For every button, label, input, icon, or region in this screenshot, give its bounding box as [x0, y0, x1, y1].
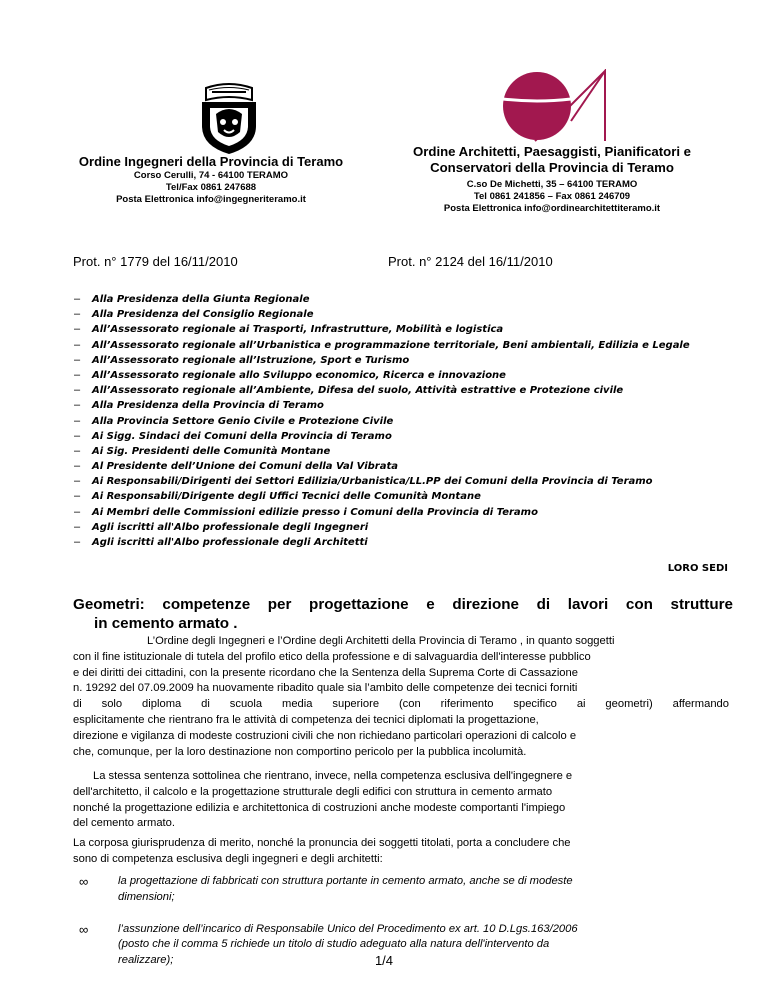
addressee-text: All’Assessorato regionale all’Urbanistica e programmazione territoriale, Beni ambientali, Edilizia e Legale	[92, 339, 690, 351]
addressee-item	[74, 368, 506, 383]
dash-marker-icon: –	[74, 338, 81, 351]
paragraph-line: nonché la progettazione edilizia e architettonica di costruzioni anche modeste comportanti l'impiego	[73, 801, 566, 814]
dash-marker-icon: –	[74, 490, 81, 503]
paragraph-line: e dei diritti dei cittadini, con la presente ricordano che la Sentenza della Suprema Corte di Cassazione	[73, 666, 578, 679]
dash-marker-icon: –	[74, 520, 81, 533]
dash-marker-icon: –	[74, 384, 81, 397]
paragraph-line: La stessa sentenza sottolinea che rientrano, invece, nella competenza esclusiva dell'ingegnere e	[93, 770, 573, 782]
subject-line-1: Geometri: competenze per progettazione e direzione di lavori con strutture	[73, 596, 733, 613]
addressee-text: Alla Presidenza del Consiglio Regionale	[92, 309, 314, 321]
addressee-item	[74, 322, 504, 337]
body-paragraph-2	[73, 769, 729, 832]
addressee-item	[74, 353, 410, 368]
addressee-text: All’Assessorato regionale ai Trasporti, Infrastrutture, Mobilità e logistica	[92, 324, 504, 336]
paragraph-line: L’Ordine degli Ingegneri e l’Ordine degli Architetti della Provincia di Teramo , in quanto soggetti	[147, 635, 615, 647]
dash-marker-icon: –	[74, 429, 81, 442]
addressee-text: Al Presidente dell’Unione dei Comuni della Val Vibrata	[92, 461, 399, 473]
dash-marker-icon: –	[74, 353, 81, 366]
addressee-item	[74, 535, 368, 550]
bullet-item	[73, 874, 729, 906]
paragraph-line: di solo diploma di scuola media superiore (con riferimento specifico ai geometri) affermando	[73, 698, 729, 711]
addressee-text: Alla Presidenza della Giunta Regionale	[92, 294, 310, 305]
addressee-item	[74, 429, 392, 444]
dash-marker-icon: –	[74, 536, 81, 548]
dash-marker-icon: –	[74, 414, 81, 427]
addressee-text: All’Assessorato regionale allo Sviluppo economico, Ricerca e innovazione	[92, 369, 506, 381]
paragraph-line: esplicitamente che rientrano fra le attività di competenza dei tecnici diplomati la progettazione,	[73, 713, 539, 726]
dash-marker-icon: –	[74, 444, 81, 457]
architetti-phone: Tel 0861 241856 – Fax 0861 246709	[473, 191, 631, 202]
bullet-line: la progettazione di fabbricati con struttura portante in cemento armato, anche se di modeste	[118, 875, 573, 887]
dash-marker-icon: –	[74, 308, 81, 321]
ingegneri-org-name: Ordine Ingegneri della Provincia di Teramo	[78, 154, 344, 169]
addressee-item	[74, 292, 310, 307]
ingegneri-phone: Tel/Fax 0861 247688	[165, 182, 257, 193]
loro-sedi: LORO SEDI	[667, 563, 728, 574]
addressee-text: Alla Presidenza della Provincia di Teramo	[92, 400, 324, 412]
addressee-text: All’Assessorato regionale all’Istruzione, Sport e Turismo	[92, 354, 410, 366]
paragraph-line: La corposa giurisprudenza di merito, nonché la pronuncia dei soggetti titolati, porta a concludere che	[73, 837, 571, 849]
paragraph-line: che, comunque, per la loro destinazione non comportino pericolo per la pubblica incolumità.	[73, 745, 527, 758]
addressee-item	[74, 307, 314, 322]
paragraph-line: sono di competenza esclusiva degli ingegneri e degli architetti:	[73, 852, 383, 865]
addressee-text: Agli iscritti all'Albo professionale degli Architetti	[92, 537, 368, 548]
dash-marker-icon: –	[74, 460, 81, 473]
infinity-bullet-icon: ∞	[79, 921, 89, 937]
addressee-text: Ai Responsabili/Dirigenti dei Settori Edilizia/Urbanistica/LL.PP dei Comuni della Provincia di Teramo	[92, 476, 653, 488]
addressee-item	[74, 505, 538, 520]
addressee-item	[74, 489, 481, 504]
dash-marker-icon: –	[74, 505, 81, 518]
page-number: 1/4	[374, 953, 394, 968]
paragraph-line: n. 19292 del 07.09.2009 ha nuovamente ribadito quale sia l’ambito delle competenze dei tecnici forniti	[73, 682, 578, 695]
paragraph-line: direzione e vigilanza di modeste costruzioni civili che non richiedano particolari operazioni di calcolo e	[73, 729, 577, 742]
addressee-item	[74, 459, 399, 474]
addressee-item	[74, 520, 369, 535]
ingegneri-contacts	[40, 170, 382, 206]
addressee-text: Ai Responsabili/Dirigente degli Uffici Tecnici delle Comunità Montane	[92, 491, 481, 503]
ordine-ingegneri-crest-logo	[196, 82, 262, 156]
dash-marker-icon: –	[74, 368, 81, 381]
bullet-line: (posto che il comma 5 richiede un titolo di studio adeguato alla natura dell'intervento da	[118, 938, 550, 951]
protocol-architetti: Prot. n° 2124 del 16/11/2010	[388, 254, 553, 269]
addressee-text: All’Assessorato regionale all’Ambiente, Difesa del suolo, Attività estrattive e Protezione civile	[92, 385, 624, 397]
addressee-item	[74, 338, 690, 353]
dash-marker-icon: –	[74, 323, 81, 336]
addressee-text: Ai Sig. Presidenti delle Comunità Montane	[92, 445, 331, 457]
addressee-item	[74, 414, 394, 429]
ingegneri-email: Posta Elettronica info@ingegneriteramo.it	[116, 194, 306, 205]
paragraph-line: dell'architetto, il calcolo e la progettazione strutturale degli edifici con struttura in cemento armato	[73, 785, 553, 798]
ordine-architetti-logo	[497, 69, 609, 143]
paragraph-line: del cemento armato.	[73, 817, 175, 830]
addressee-list	[74, 292, 690, 550]
infinity-bullet-icon: ∞	[79, 874, 89, 889]
addressee-item	[74, 383, 624, 398]
paragraph-line: con il fine istituzionale di tutela del profilo etico della professione e di salvaguardia dell'interesse pubblico	[73, 650, 591, 663]
body-paragraph-1	[73, 634, 729, 760]
architetti-email: Posta Elettronica info@ordinearchitettiteramo.it	[443, 203, 661, 214]
addressee-text: Ai Membri delle Commissioni edilizie presso i Comuni della Provincia di Teramo	[92, 506, 538, 518]
addressee-text: Agli iscritti all'Albo professionale degli Ingegneri	[92, 521, 369, 533]
addressee-item	[74, 398, 324, 413]
architetti-contacts	[376, 179, 728, 215]
architetti-org-name-line2: Conservatori della Provincia di Teramo	[430, 160, 674, 175]
architetti-address: C.so De Michetti, 35 – 64100 TERAMO	[466, 179, 638, 190]
subject-line-2: in cemento armato .	[94, 615, 238, 632]
ingegneri-address: Corso Cerulli, 74 - 64100 TERAMO	[133, 170, 289, 181]
dash-marker-icon: –	[74, 399, 81, 412]
bullet-line: dimensioni;	[118, 890, 175, 903]
ingegneri-name	[40, 154, 382, 169]
addressee-text: Alla Provincia Settore Genio Civile e Protezione Civile	[92, 415, 394, 427]
subject-heading	[73, 595, 733, 633]
dash-marker-icon: –	[74, 475, 81, 488]
addressee-text: Ai Sigg. Sindaci dei Comuni della Provincia di Teramo	[92, 430, 392, 442]
dash-marker-icon: –	[74, 293, 81, 305]
body-paragraph-3	[73, 836, 729, 868]
bullet-line: realizzare);	[118, 954, 174, 967]
addressee-item	[74, 474, 653, 489]
bullet-line: l’assunzione dell’incarico di Responsabile Unico del Procedimento ex art. 10 D.Lgs.163/2006	[118, 922, 578, 935]
protocol-ingegneri: Prot. n° 1779 del 16/11/2010	[73, 254, 238, 269]
architetti-name	[376, 144, 728, 176]
architetti-org-name-line1: Ordine Architetti, Paesaggisti, Pianificatori e	[413, 144, 691, 159]
addressee-item	[74, 444, 331, 459]
